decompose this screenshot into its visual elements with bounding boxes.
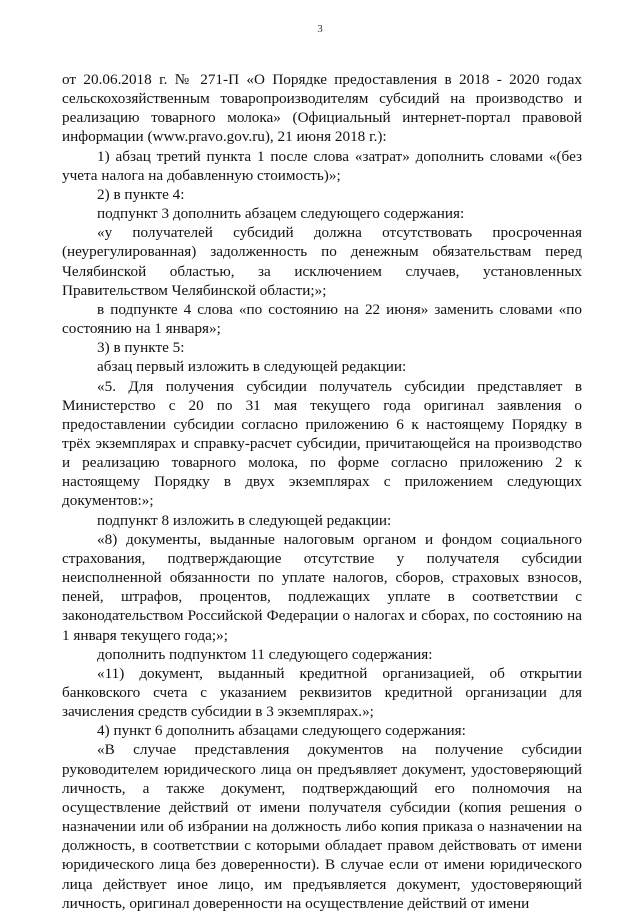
paragraph: подпункт 8 изложить в следующей редакции: [97,511,392,529]
paragraph: «5. Для получения субсидии получатель субсидии представляет в Министерство с 20 по 31 мая текущего года оригинал заявления о предоставлении субсидии согласно приложению 6 к настоящему Порядку в трёх экземплярах и справку-расчет субсидии, причитающейся на производство и реализацию товарного молока, по форме согласно приложению 2 к настоящему Порядку в двух экземплярах с приложением следующих документов:»; [62,377,582,510]
paragraph: от 20.06.2018 г. № 271-П «О Порядке предоставления в 2018 - 2020 годах сельскохозяйственным товаропроизводителям субсидий на производство и реализацию товарного молока» (Официальный интернет-портал правовой информации (www.pravo.gov.ru), 21 июня 2018 г.): [62,71,582,146]
paragraph: 1) абзац третий пункта 1 после слова «затрат» дополнить словами «(без учета налога на добавленную стоимость)»; [62,147,582,184]
paragraph: «11) документ, выданный кредитной организацией, об открытии банковского счета с указанием реквизитов кредитной организации для зачисления средств субсидии в 3 экземплярах.»; [62,664,582,721]
paragraph: 2) в пункте 4: [97,185,185,203]
paragraph: «В случае представления документов на получение субсидии руководителем юридического лица он предъявляет документ, удостоверяющий личность, а также документ, подтверждающий его полномочия на осуществление действий от имени получателя субсидии (копия решения о назначении или об избрании на должность либо копия приказа о назначении на должность, в соответствии с которыми обладает правом действовать от имени юридического лица без доверенности). В случае если от имени юридического лица действует иное лицо, им предъявляется документ, удостоверяющий личность, оригинал доверенности на осуществление действий от имени [62,741,582,912]
paragraph: 4) пункт 6 дополнить абзацами следующего содержания: [97,722,466,740]
paragraph: 3) в пункте 5: [97,339,185,357]
paragraph: в подпункте 4 слова «по состоянию на 22 июня» заменить словами «по состоянию на 1 января»; [62,300,582,338]
paragraph: «8) документы, выданные налоговым органом и фондом социального страхования, подтверждающие отсутствие у получателя субсидии неисполненной обязанности по уплате налогов, сборов, страховых взносов, пеней, штрафов, процентов, подлежащих уплате в соответствии с законодательством Российской Федерации о налогах и сборах, по состоянию на 1 января текущего года;»; [62,530,582,644]
document-body [62,70,582,913]
paragraph: абзац первый изложить в следующей редакции: [97,358,407,376]
page-number: 3 [317,23,323,35]
paragraph: подпункт 3 дополнить абзацем следующего содержания: [97,205,465,223]
paragraph: дополнить подпунктом 11 следующего содержания: [97,645,433,663]
paragraph: «у получателей субсидий должна отсутствовать просроченная (неурегулированная) задолженность по денежным обязательствам перед Челябинской областью, за исключением случаев, установленных Правительством Челябинской области;»; [62,224,582,299]
